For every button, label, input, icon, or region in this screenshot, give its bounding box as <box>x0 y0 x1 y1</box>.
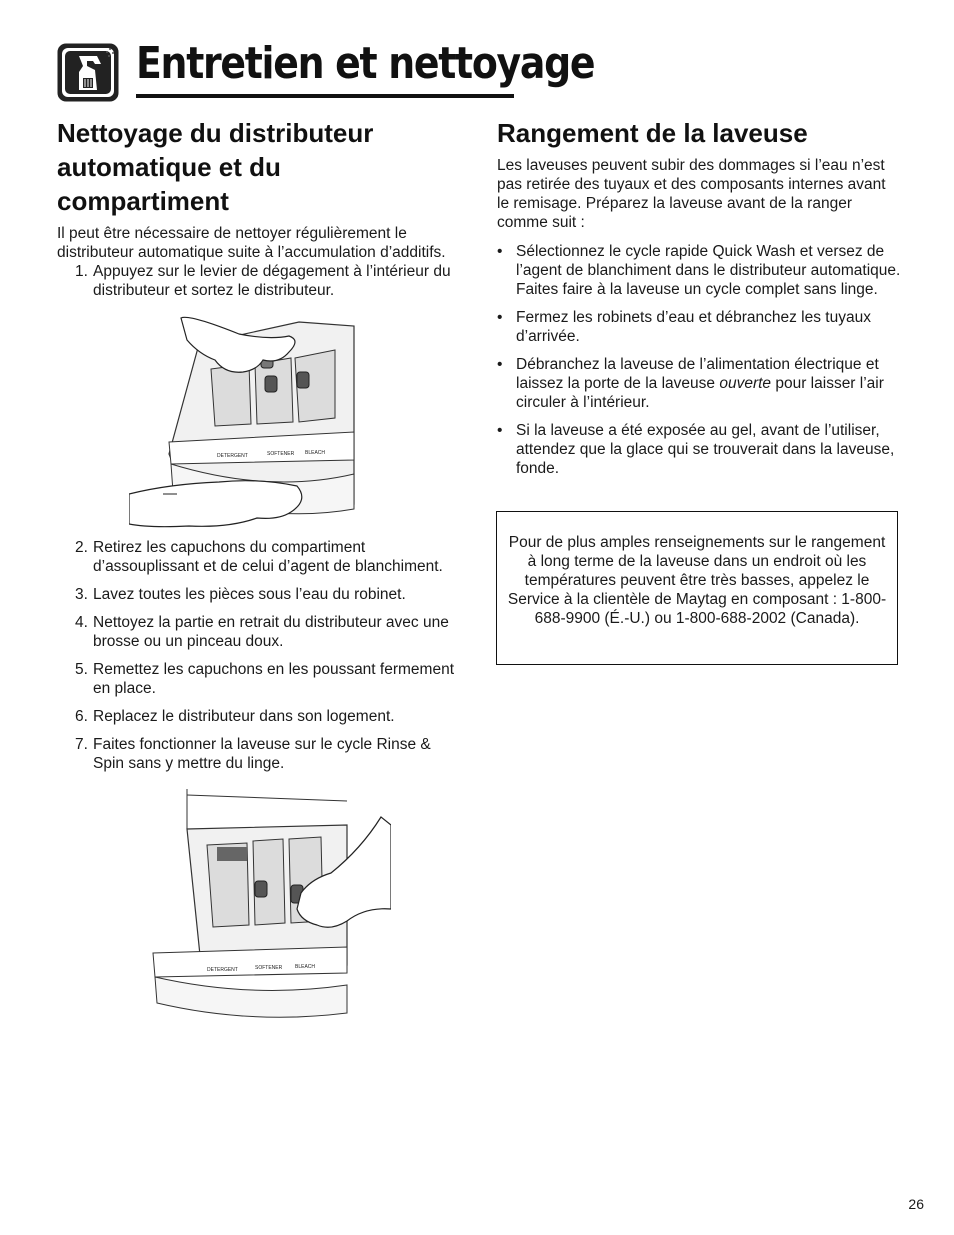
step-number: 5. <box>75 661 88 678</box>
list-item <box>57 613 457 651</box>
list-item <box>57 660 457 698</box>
bullet-text: Si la laveuse a été exposée au gel, avant de l’utiliser, attendez que la glace qui se trouverait dans la laveuse, fonde. <box>516 422 895 477</box>
step-number: 7. <box>75 736 88 753</box>
intro-paragraph-storage: Les laveuses peuvent subir des dommages si l’eau n’est pas retirée des tuyaux et des composants internes avant le remisage. Préparez la laveuse avant de la ranger comme suit : <box>497 157 886 231</box>
left-column <box>57 116 457 1021</box>
bullet-text-before: Débranchez la laveuse de l’alimentation électrique et laissez la porte de la laveuse <box>516 356 879 392</box>
bullet-text: Fermez les robinets d’eau et débranchez les tuyaux d’arrivée. <box>516 309 871 345</box>
list-item <box>57 538 457 576</box>
step-text: Replacez le distributeur dans son logement. <box>93 708 395 725</box>
step-text: Faites fonctionner la laveuse sur le cycle Rinse & Spin sans y mettre du linge. <box>93 736 431 772</box>
bullet-emphasis: ouverte <box>719 375 772 392</box>
list-item <box>497 421 901 478</box>
page-title: Entretien et nettoyage <box>136 38 595 89</box>
step-number: 2. <box>75 539 88 556</box>
bullet-marker: • <box>497 309 503 326</box>
list-item <box>57 735 457 773</box>
step-text: Retirez les capuchons du compartiment d’assouplissant et de celui d’agent de blanchiment. <box>93 539 443 575</box>
cap-removal-illustration <box>151 789 391 1021</box>
figure-label: DETERGENT <box>207 967 238 973</box>
step-number: 6. <box>75 708 88 725</box>
spray-bottle-icon <box>57 42 119 102</box>
bullet-text: Sélectionnez le cycle rapide Quick Wash et versez de l’agent de blanchiment dans le distributeur automatique. Faites faire à la laveuse un cycle complet sans linge. <box>516 243 901 298</box>
step-text: Remettez les capuchons en les poussant fermement en place. <box>93 661 454 697</box>
storage-bullet-list <box>497 242 901 478</box>
list-item <box>497 242 901 299</box>
list-item <box>497 308 901 346</box>
info-box-text: Pour de plus amples renseignements sur le rangement à long terme de la laveuse dans un endroit où les températures peuvent être très basses, appelez le Service à la clientèle de Maytag en composant : 1-800-688-9900 (É.-U.) ou 1-800-688-2002 (Canada). <box>507 534 887 627</box>
steps-list-part2 <box>57 538 457 773</box>
figure-label: SOFTENER <box>255 965 283 971</box>
figure-label: BLEACH <box>305 450 326 456</box>
title-rule <box>136 94 514 98</box>
step-number: 1. <box>75 263 88 280</box>
info-box <box>496 511 898 665</box>
intro-paragraph-dispenser: Il peut être nécessaire de nettoyer régulièrement le distributeur automatique suite à l’accumulation d’additifs. <box>57 225 446 261</box>
step-text: Nettoyez la partie en retrait du distributeur avec une brosse ou un pinceau doux. <box>93 614 449 650</box>
figure-label: BLEACH <box>295 964 316 970</box>
dispenser-removal-illustration <box>129 314 359 538</box>
right-column <box>497 116 901 487</box>
bullet-marker: • <box>497 356 503 373</box>
bullet-marker: • <box>497 422 503 439</box>
figure-label: DETERGENT <box>217 453 248 459</box>
step-text: Lavez toutes les pièces sous l’eau du robinet. <box>93 586 406 603</box>
section-heading-dispenser: Nettoyage du distributeur automatique et du compartiment <box>57 118 374 216</box>
bullet-text-after: pour laisser l’air circuler à l’intérieur. <box>516 375 884 411</box>
page-number: 26 <box>908 1196 924 1212</box>
section-heading-storage: Rangement de la laveuse <box>497 118 808 148</box>
step-text: Appuyez sur le levier de dégagement à l’intérieur du distributeur et sortez le distributeur. <box>93 263 451 299</box>
list-item <box>57 585 457 604</box>
figure-label: SOFTENER <box>267 451 295 457</box>
step-number: 3. <box>75 586 88 603</box>
list-item <box>57 262 457 300</box>
list-item <box>497 355 901 412</box>
list-item <box>57 707 457 726</box>
step-number: 4. <box>75 614 88 631</box>
bullet-marker: • <box>497 243 503 260</box>
steps-list-part1 <box>57 262 457 300</box>
